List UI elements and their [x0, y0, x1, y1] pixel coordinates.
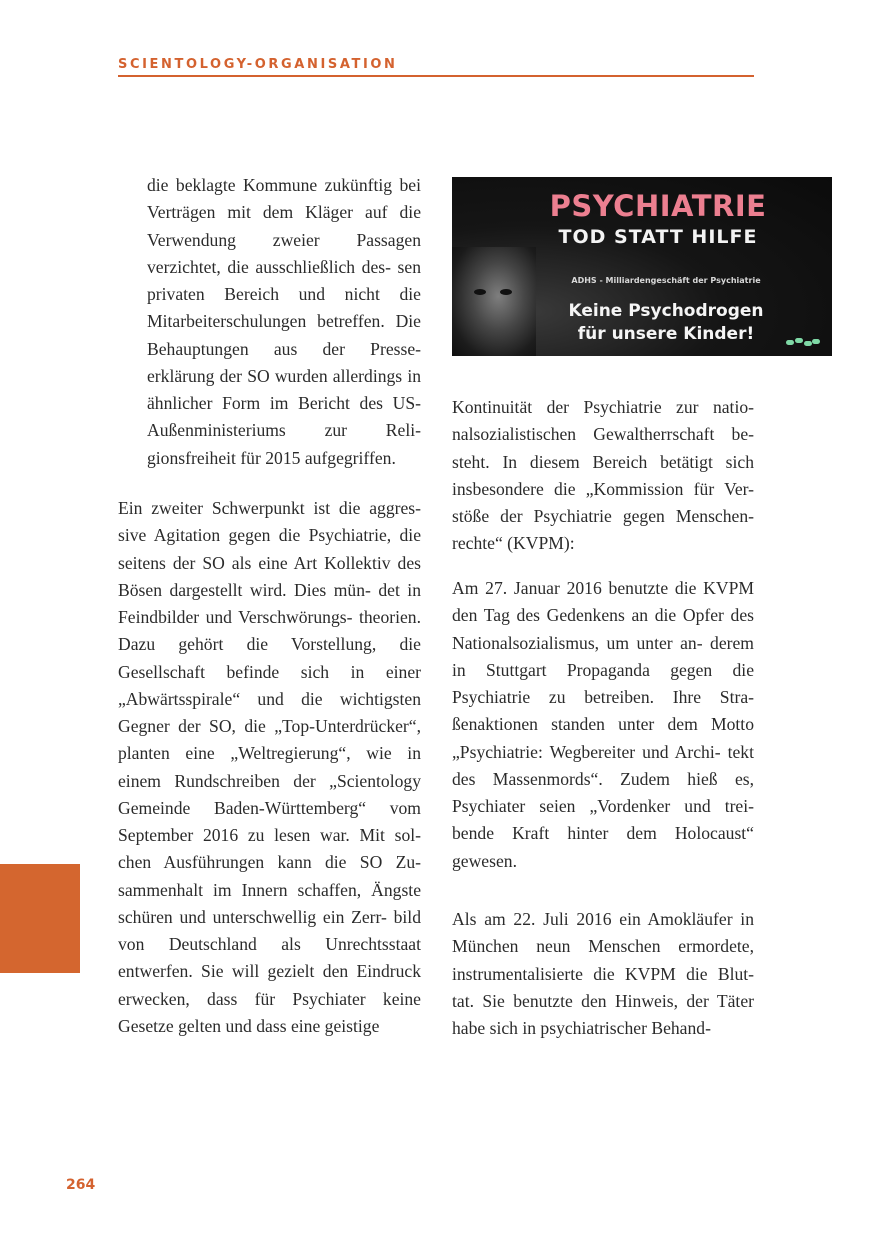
poster-cta-line-1: Keine Psychodrogen	[568, 301, 764, 321]
running-header: SCIENTOLOGY-ORGANISATION	[118, 57, 398, 72]
psychiatry-poster-image	[452, 177, 832, 356]
pills-icon	[784, 337, 822, 347]
eye-shape	[500, 289, 512, 295]
poster-call-to-action	[548, 300, 784, 346]
eye-shape	[474, 289, 486, 295]
indented-quote-paragraph: die beklagte Kommune zukünftig bei Verträgen mit dem Kläger auf die Verwendung zweier Passagen verzichtet, die ausschließlich des- sen privaten Bereich und nicht die Mitarbeiterschulungen betreffen. Die Behauptungen aus der Presse- erklärung der SO wurden allerdings in ähnlicher Form im Bericht des US-Außenministeriums zur Reli- gionsfreiheit für 2015 aufgegriffen.	[147, 175, 421, 468]
poster-small-text: ADHS - Milliardengeschäft der Psychiatrie	[571, 276, 761, 285]
right-column-paragraph-3: Als am 22. Juli 2016 ein Amokläufer in München neun Menschen ermordete, instrumentalisierte die KVPM die Blut- tat. Sie benutzte den Hinweis, der Täter habe sich in psychiatrischer Behand-	[452, 909, 754, 1038]
section-color-tab	[0, 864, 80, 973]
right-column-paragraph-1: Kontinuität der Psychiatrie zur natio- nalsozialistischen Gewaltherrschaft be- steht. In diesem Bereich betätigt sich insbesondere die „Kommission für Ver- stöße der Psychiatrie gegen Menschen- rechte“ (KVPM):	[452, 397, 754, 554]
poster-headline: PSYCHIATRIE	[549, 189, 767, 223]
child-face-photo	[452, 247, 536, 356]
page-number: 264	[66, 1177, 96, 1193]
poster-subheadline: TOD STATT HILFE	[558, 226, 758, 248]
left-column-paragraph: Ein zweiter Schwerpunkt ist die aggres- sive Agitation gegen die Psychiatrie, die seitens der SO als eine Art Kollektiv des Bösen dargestellt wird. Dies mün- det in Feindbilder und Verschwörungs- theorien. Dazu gehört die Vorstellung, die Gesellschaft befinde sich in einer „Abwärtsspirale“ und die wichtigsten Gegner der SO, die „Top-Unterdrücker“, planten eine „Weltregierung“, wie in einem Rundschreiben der „Scientology Gemeinde Baden-Württemberg“ vom September 2016 zu lesen war. Mit sol- chen Ausführungen kann die SO Zu- sammenhalt im Innern schaffen, Ängste schüren und unterschwellig ein Zerr- bild von Deutschland als Unrechtsstaat entwerfen. Sie will gezielt den Eindruck erwecken, dass für Psychiater keine Gesetze gelten und dass eine geistige	[118, 498, 421, 1036]
header-divider	[118, 75, 754, 77]
poster-cta-line-2: für unsere Kinder!	[577, 324, 755, 344]
right-column-paragraph-2: Am 27. Januar 2016 benutzte die KVPM den Tag des Gedenkens an die Opfer des Nationalsozialismus, um unter an- derem in Stuttgart Propaganda gegen die Psychiatrie zu betreiben. Ihre Stra- ßenaktionen standen unter dem Motto „Psychiatrie: Wegbereiter und Archi- tekt des Massenmords“. Zudem hieß es, Psychiater seien „Vordenker und trei- bende Kraft hinter dem Holocaust“ gewesen.	[452, 578, 754, 871]
